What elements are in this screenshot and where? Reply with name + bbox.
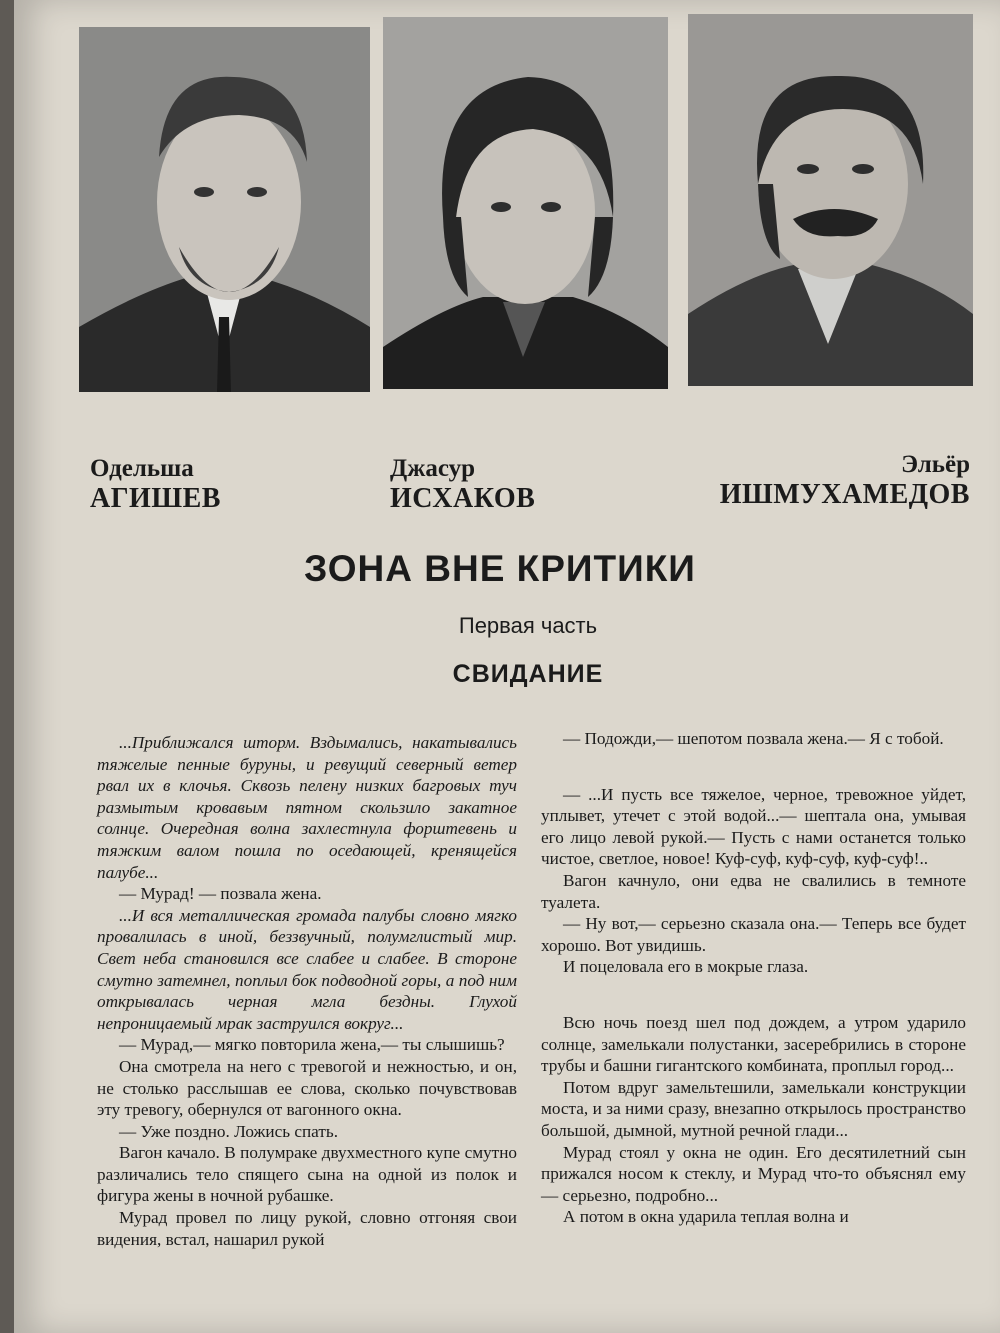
author-name-3 bbox=[720, 452, 970, 509]
paragraph: — Ну вот,— серьезно сказала она.— Теперь все будет хорошо. Вот увидишь. bbox=[541, 914, 966, 955]
right-text-column bbox=[541, 728, 966, 1228]
paragraph: Мурад стоял у окна не один. Его десятилетний сын прижался носом к стеклу, и Мурад что-то объяснял ему — серьезно, подробно... bbox=[541, 1142, 966, 1205]
paragraph: А потом в окна ударила теплая волна и bbox=[563, 1207, 849, 1227]
author-photo-agishev bbox=[79, 27, 370, 392]
author-name-1 bbox=[90, 456, 221, 513]
left-text-column bbox=[97, 732, 517, 1250]
paragraph: И поцеловала его в мокрые глаза. bbox=[563, 957, 809, 977]
paragraph: ...Приближался шторм. Вздымались, накатывались тяжелые пенные буруны, и ревущий северный ветер рвал их в клочья. Сквозь пелену низких багровых туч размытым кровавым пятном скользило закатное солнце. Очередная волна захлестнула форштевень и тяжким валом пошла по оседающей, кренящейся палубе... bbox=[97, 733, 517, 882]
author-last-name: АГИШЕВ bbox=[90, 483, 221, 514]
paragraph: Всю ночь поезд шел под дождем, а утром ударило солнце, замелькали полустанки, засеребрились в стороне трубы и башни гигантского комбината, проплыл город... bbox=[541, 1012, 966, 1076]
author-last-name: ИСХАКОВ bbox=[390, 483, 536, 514]
chapter-heading: СВИДАНИЕ bbox=[452, 660, 604, 688]
paragraph: Вагон качало. В полумраке двухместного купе смутно различались тело спящего сына на одной из полок и фигура жены в ночной рубашке. bbox=[97, 1143, 517, 1206]
author-photo-iskhakov bbox=[383, 17, 668, 389]
paragraph: ...И вся металлическая громада палубы словно мягко провалилась в иной, беззвучный, полумглистый мир. Свет неба становился все слабее и слабее. В стороне смутно затемнел, поплыл бок подводной горы, а под ним открывалась черная мгла бездны. Глухой непроницаемый мрак заструился вокруг... bbox=[97, 905, 517, 1033]
paragraph: — ...И пусть все тяжелое, черное, тревожное уйдет, уплывет, утечет с этой водой...— шептала она, умывая его лицо левой рукой.— Пусть с нами останется только чистое, светлое, новое! Куф-суф, куф-суф, куф-суф!.. bbox=[541, 784, 966, 869]
author-first-name: Джасур bbox=[390, 455, 475, 482]
paragraph: — Подожди,— шепотом позвала жена.— Я с тобой. bbox=[563, 729, 944, 748]
paragraph: Потом вдруг замельтешили, замелькали конструкции моста, и за ними сразу, внезапно открылось пространство большой, дымной, мутной речной глади... bbox=[541, 1077, 966, 1140]
work-title: ЗОНА ВНЕ КРИТИКИ bbox=[304, 548, 696, 589]
paragraph: — Мурад,— мягко повторила жена,— ты слышишь? bbox=[119, 1035, 505, 1055]
paragraph: Она смотрела на него с тревогой и нежностью, и он, не столько расслышав ее слова, сколько почувствовав эту тревогу, обернулся от вагонного окна. bbox=[97, 1056, 517, 1120]
author-first-name: Эльёр bbox=[901, 451, 970, 478]
author-name-2 bbox=[390, 456, 535, 513]
author-first-name: Одельша bbox=[90, 455, 194, 482]
author-last-name: ИШМУХАМЕДОВ bbox=[719, 479, 970, 510]
paragraph: — Мурад! — позвала жена. bbox=[119, 884, 322, 904]
part-heading: Первая часть bbox=[458, 613, 598, 638]
paragraph: Вагон качнуло, они едва не свалились в темноте туалета. bbox=[541, 870, 966, 912]
author-photo-ishmukhamedov bbox=[688, 14, 973, 386]
paragraph: — Уже поздно. Ложись спать. bbox=[119, 1121, 339, 1141]
paragraph: Мурад провел по лицу рукой, словно отгоняя свои видения, встал, нашарил рукой bbox=[97, 1208, 517, 1249]
